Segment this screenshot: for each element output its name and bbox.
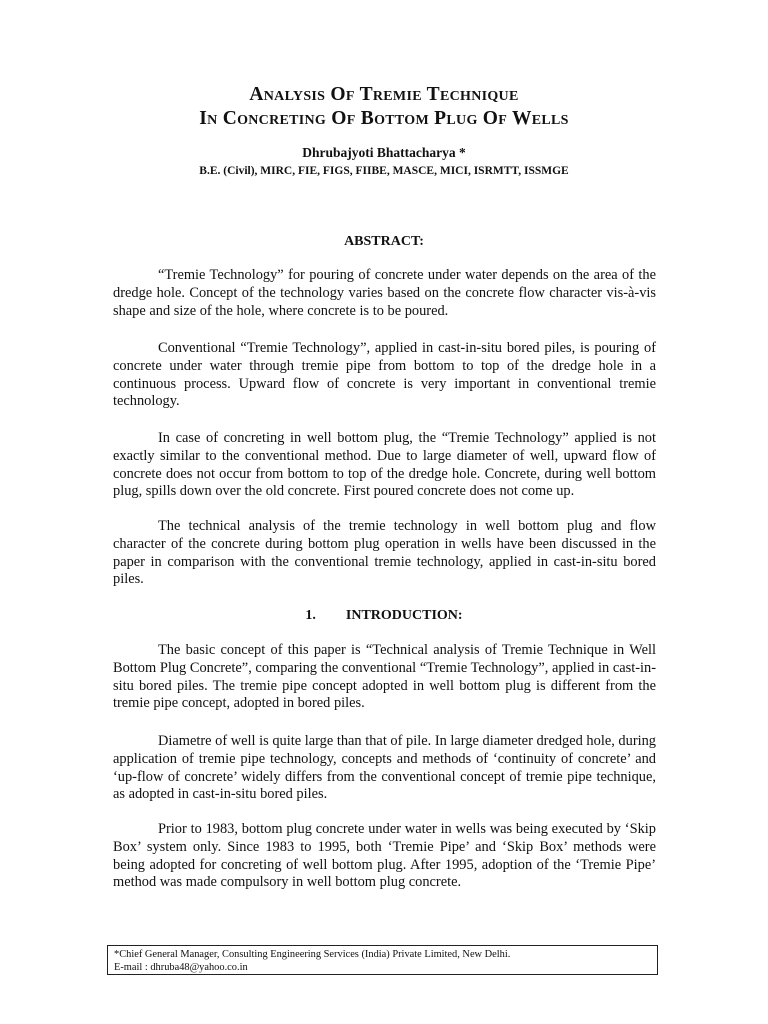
- author-credentials: B.E. (Civil), MIRC, FIE, FIGS, FIIBE, MASCE, MICI, ISRMTT, ISSMGE: [199, 165, 569, 177]
- introduction-heading: [0, 608, 768, 624]
- introduction-paragraph-2: Diametre of well is quite large than that of pile. In large diameter dredged hole, during application of tremie pipe technology, concepts and methods of ‘continuity of concrete’ and ‘up-flow of concrete’ widely differs from the conventional concept of tremie pipe technique, as adopted in cast-in-situ bored piles.: [113, 733, 656, 803]
- introduction-paragraph-3: Prior to 1983, bottom plug concrete under water in wells was being executed by ‘Skip Box’ system only. Since 1983 to 1995, both ‘Tremie Pipe’ and ‘Skip Box’ methods were being adopted for concreting of well bottom plug. After 1995, adoption of the ‘Tremie Pipe’ method was made compulsory in well bottom plug concrete.: [113, 821, 656, 891]
- abstract-paragraph-1: “Tremie Technology” for pouring of concrete under water depends on the area of the dredge hole. Concept of the technology varies based on the concrete flow character vis-à-vis shape and size of the hole, where concrete is to be poured.: [113, 267, 656, 319]
- footnote-box: [107, 945, 658, 975]
- author-name: Dhrubajyoti Bhattacharya *: [302, 145, 466, 160]
- paper-title-line-1: Analysis Of Tremie Technique: [249, 84, 519, 105]
- abstract-heading: ABSTRACT:: [344, 234, 424, 249]
- footnote-email: E-mail : dhruba48@yahoo.co.in: [114, 962, 248, 973]
- abstract-paragraph-3: In case of concreting in well bottom plug, the “Tremie Technology” applied is not exactly similar to the conventional method. Due to large diameter of well, upward flow of concrete does not occur from bottom to top of the dredge hole. Concrete, during well bottom plug, spills down over the old concrete. First poured concrete does not come up.: [113, 430, 656, 500]
- abstract-paragraph-4: The technical analysis of the tremie technology in well bottom plug and flow character of the concrete during bottom plug operation in wells have been discussed in the paper in comparison with the conventional tremie technology, applied in cast-in-situ bored piles.: [113, 518, 656, 588]
- section-number: 1.: [305, 608, 316, 623]
- footnote-affiliation: *Chief General Manager, Consulting Engineering Services (India) Private Limited, New Delhi.: [114, 949, 511, 960]
- paper-title-line-2: In Concreting Of Bottom Plug Of Wells: [199, 108, 569, 129]
- abstract-paragraph-2: Conventional “Tremie Technology”, applied in cast-in-situ bored piles, is pouring of concrete under water through tremie pipe from bottom to top of the dredge hole in a continuous process. Upward flow of concrete is very important in conventional tremie technology.: [113, 340, 656, 410]
- section-title: INTRODUCTION:: [345, 608, 463, 623]
- introduction-paragraph-1: The basic concept of this paper is “Technical analysis of Tremie Technique in Well Bottom Plug Concrete”, comparing the conventional “Tremie Technology”, applied in cast-in-situ bored piles. The tremie pipe concept adopted in well bottom plug is different from the tremie pipe concept, adopted in bored piles.: [113, 642, 656, 712]
